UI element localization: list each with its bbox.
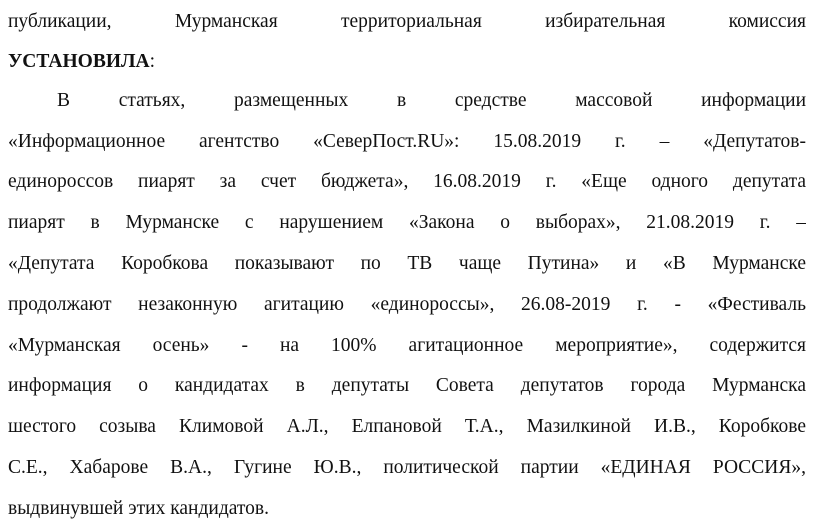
- paragraph-line: «Депутата Коробкова показывают по ТВ чаще Путина» и «В Мурманске: [8, 252, 806, 274]
- paragraph-line: «Мурманская осень» - на 100% агитационное мероприятие», содержится: [8, 334, 806, 356]
- paragraph-line: продолжают незаконную агитацию «единороссы», 26.08-2019 г. - «Фестиваль: [8, 293, 806, 315]
- document-page: [8, 2, 806, 530]
- paragraph-line: информация о кандидатах в депутаты Совета депутатов города Мурманска: [8, 375, 806, 397]
- paragraph-line: С.Е., Хабарове В.А., Гугине Ю.В., политической партии «ЕДИНАЯ РОССИЯ»,: [8, 456, 806, 478]
- main-paragraph: [8, 81, 806, 530]
- paragraph-line: единороссов пиарят за счет бюджета», 16.08.2019 г. «Еще одного депутата: [8, 171, 806, 193]
- paragraph-line: пиарят в Мурманске с нарушением «Закона о выборах», 21.08.2019 г. –: [8, 212, 806, 234]
- paragraph-line: «Информационное агентство «СеверПост.RU»: 15.08.2019 г. – «Депутатов-: [8, 130, 806, 152]
- intro-line: публикации, Мурманская территориальная избирательная комиссия: [8, 11, 806, 32]
- paragraph-line: выдвинувшей этих кандидатов.: [8, 497, 269, 519]
- heading-established: УСТАНОВИЛА: [8, 50, 150, 72]
- paragraph-line: В статьях, размещенных в средстве массовой информации: [57, 89, 806, 111]
- heading-colon: :: [149, 50, 156, 72]
- section-heading: [8, 43, 806, 81]
- paragraph-line: шестого созыва Климовой А.Л., Елпановой Т.А., Мазилкиной И.В., Коробкове: [8, 416, 806, 438]
